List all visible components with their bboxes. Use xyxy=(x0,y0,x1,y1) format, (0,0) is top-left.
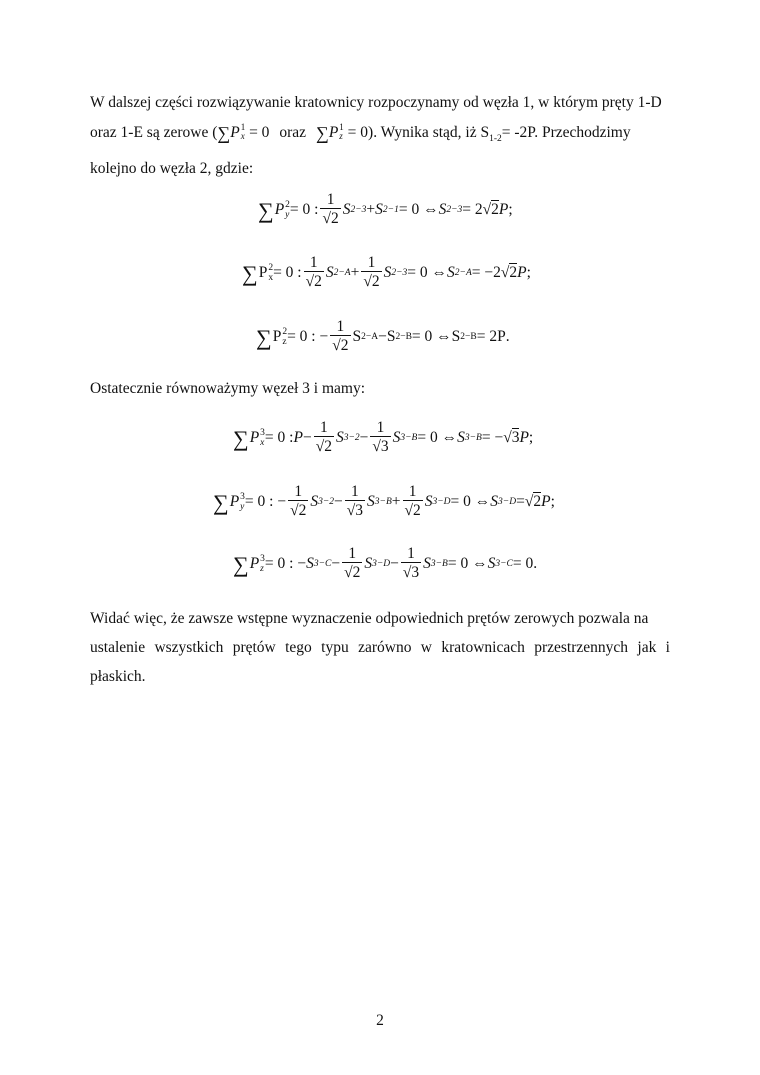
equation-node2-z: ∑ P 2 z = 0 : − $\frac{1}{√2}$ S 2−A − S 2−B = 0 ⇔ S 2−B = 2P . xyxy=(256,318,510,354)
equation-node3-z: ∑ P 3 z = 0 : − S 3−C − $\frac{1}{√2}$ S 3−D − $\frac{1}{√3}$ S 3−B = 0 ⇔ S 3−C = 0 . xyxy=(233,545,538,581)
text-line: Ostatecznie równoważymy węzeł 3 i mamy: xyxy=(90,380,366,397)
sum-symbol: ∑ xyxy=(315,123,329,143)
text-line: W dalszej części rozwiązywanie kratownicy rozpoczynamy od węzła 1, w którym pręty 1-D xyxy=(90,94,662,111)
fraction: $\frac{1}{√2}$ xyxy=(322,191,339,227)
sum-symbol: ∑ xyxy=(256,324,272,350)
paragraph-conclusion xyxy=(90,604,670,691)
text-line: ustalenie wszystkich prętów tego typu zarówno w kratownicach przestrzennych jak i płaskich. xyxy=(90,639,670,685)
equation-node2-x: ∑ P 2 x = 0 : $\frac{1}{√2}$ S 2−A + $\frac{1}{√2}$ S 2−3 = 0 ⇔ S 2−A = −2 √ 2 P ; xyxy=(242,254,531,290)
fraction: $\frac{1}{√2}$ xyxy=(332,318,349,354)
sum-symbol: ∑ xyxy=(258,197,274,223)
fraction: $\frac{1}{√2}$ xyxy=(404,483,421,519)
sum-symbol: ∑ xyxy=(233,425,249,451)
equation-node3-y: ∑ P 3 y = 0 : − $\frac{1}{√2}$ S 3−2 − $\frac{1}{√3}$ S 3−B + $\frac{1}{√2}$ S 3−D = 0 ⇔ S 3−D = √ 2 P ; xyxy=(213,483,555,519)
text-line: kolejno do węzła 2, gdzie: xyxy=(90,160,254,177)
fraction: $\frac{1}{√3}$ xyxy=(346,483,364,519)
page-number: 2 xyxy=(376,1012,384,1029)
equation-node3-x: ∑ P 3 x = 0 : P − $\frac{1}{√2}$ S 3−2 − $\frac{1}{√3}$ S 3−B = 0 ⇔ S 3−B = − √ 3 P ; xyxy=(233,419,534,455)
fraction: $\frac{1}{√2}$ xyxy=(344,545,361,581)
fraction: $\frac{1}{√2}$ xyxy=(315,419,332,455)
paragraph-node3 xyxy=(90,374,670,403)
fraction: $\frac{1}{√3}$ xyxy=(402,545,420,581)
text-line: Widać więc, że zawsze wstępne wyznaczenie odpowiednich prętów zerowych pozwala na xyxy=(90,610,649,627)
paragraph-intro xyxy=(90,88,670,183)
fraction: $\frac{1}{√3}$ xyxy=(372,419,389,455)
fraction: $\frac{1}{√2}$ xyxy=(290,483,307,519)
fraction: $\frac{1}{√2}$ xyxy=(363,254,380,290)
sum-symbol: ∑ xyxy=(233,551,249,577)
fraction: $\frac{1}{√2}$ xyxy=(305,254,322,290)
sum-symbol: ∑ xyxy=(217,123,231,143)
sum-symbol: ∑ xyxy=(213,489,229,515)
equation-node2-y: ∑ P 2 y = 0 : $\frac{1}{√2}$ S 2−3 + S 2−1 = 0 ⇔ S 2−3 = 2 √ 2 P ; xyxy=(258,191,513,227)
text-line: oraz 1-E są zerowe (∑P 1 x = 0 oraz ∑P 1 z = 0). Wynika stąd, iż $S_{1-2}= -2P$. Przechodzimy xyxy=(90,122,631,144)
sum-symbol: ∑ xyxy=(242,260,258,286)
